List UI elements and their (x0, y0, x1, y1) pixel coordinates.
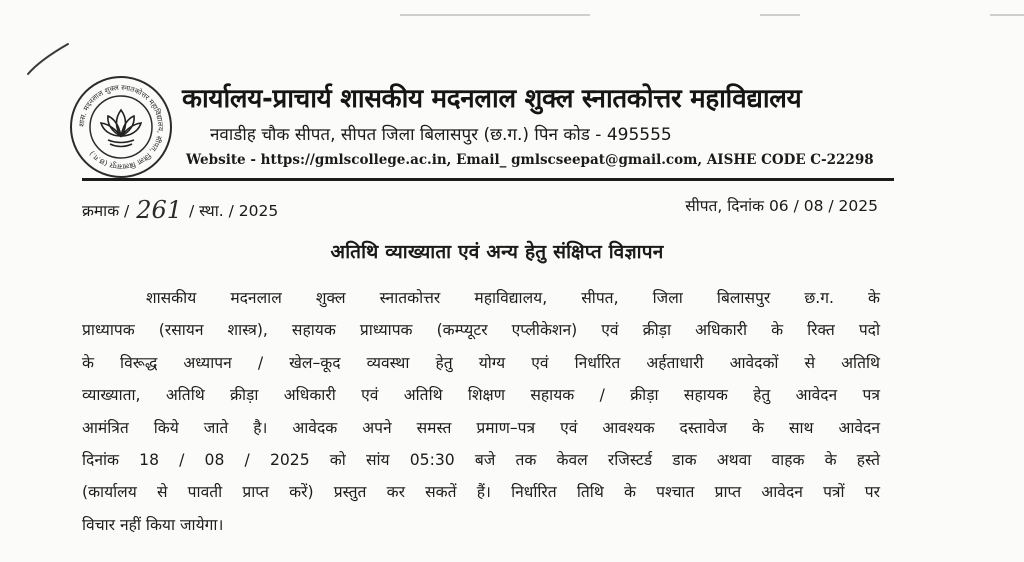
scan-edge-line (400, 14, 590, 16)
body-line: (कार्यालय से पावती प्राप्त करें) प्रस्तुत कर सकतें हैं। निर्धारित तिथि के पश्चात प्राप्त आवेदन पत्रों पर (82, 483, 880, 502)
scan-edge-line (760, 14, 800, 16)
college-seal-logo (68, 74, 174, 180)
scan-edge-line (990, 14, 1024, 16)
header-divider (82, 178, 894, 181)
pen-stroke-mark (26, 42, 70, 76)
reference-suffix: / स्था. / 2025 (188, 202, 279, 220)
body-line: व्याख्याता, अतिथि क्रीड़ा अधिकारी एवं अतिथि शिक्षण सहायक / क्रीड़ा सहायक हेतु आवेदन पत्र (82, 386, 880, 405)
issue-date: सीपत, दिनांक 06 / 08 / 2025 (685, 197, 878, 215)
reference-number-block (82, 194, 278, 222)
body-line: प्राध्यापक (रसायन शास्त्र), सहायक प्राध्यापक (कम्प्यूटर एप्लीकेशन) एवं क्रीड़ा अधिकारी के रिक्त पदो (82, 321, 880, 340)
college-title: कार्यालय-प्राचार्य शासकीय मदनलाल शुक्ल स्नातकोत्तर महाविद्यालय (182, 84, 802, 114)
reference-row (82, 194, 882, 224)
subject-text: अतिथि व्याख्याता एवं अन्य हेतु संक्षिप्त विज्ञापन (330, 241, 664, 263)
body-line: शासकीय मदनलाल शुक्ल स्नातकोत्तर महाविद्यालय, सीपत, जिला बिलासपुर छ.ग. के (146, 289, 880, 307)
notice-subject-heading (0, 238, 1024, 264)
handwritten-reference-number: 261 (136, 196, 182, 224)
body-line: विचार नहीं किया जायेगा। (82, 515, 224, 534)
body-line: दिनांक 18 / 08 / 2025 को सांय 05:30 बजे तक केवल रजिस्टर्ड डाक अथवा वाहक के हस्ते (82, 451, 880, 470)
body-line: के विरूद्ध अध्यापन / खेल–कूद व्यवस्था हेतु योग्य एवं निर्धारित अर्हताधारी आवेदकों से अतिथि (82, 353, 880, 372)
college-contact-line: Website - https://gmlscollege.ac.in, Email_ gmlscseepat@gmail.com, AISHE CODE C-22298 (186, 152, 874, 168)
college-address: नवाडीह चौक सीपत, सीपत जिला बिलासपुर (छ.ग.) पिन कोड - 495555 (210, 125, 672, 145)
reference-prefix: क्रमाक / (82, 202, 130, 220)
body-line: आमंत्रित किये जाते है। आवेदक अपने समस्त प्रमाण–पत्र एवं आवश्यक दस्तावेज के साथ आवेदन (82, 418, 880, 437)
notice-body (82, 282, 880, 541)
seal-text: शास. मदनलाल शुक्ल स्नातकोत्तर महाविद्यालय, सीपत, जिला बिलासपुर (छ.ग.) (76, 82, 166, 172)
